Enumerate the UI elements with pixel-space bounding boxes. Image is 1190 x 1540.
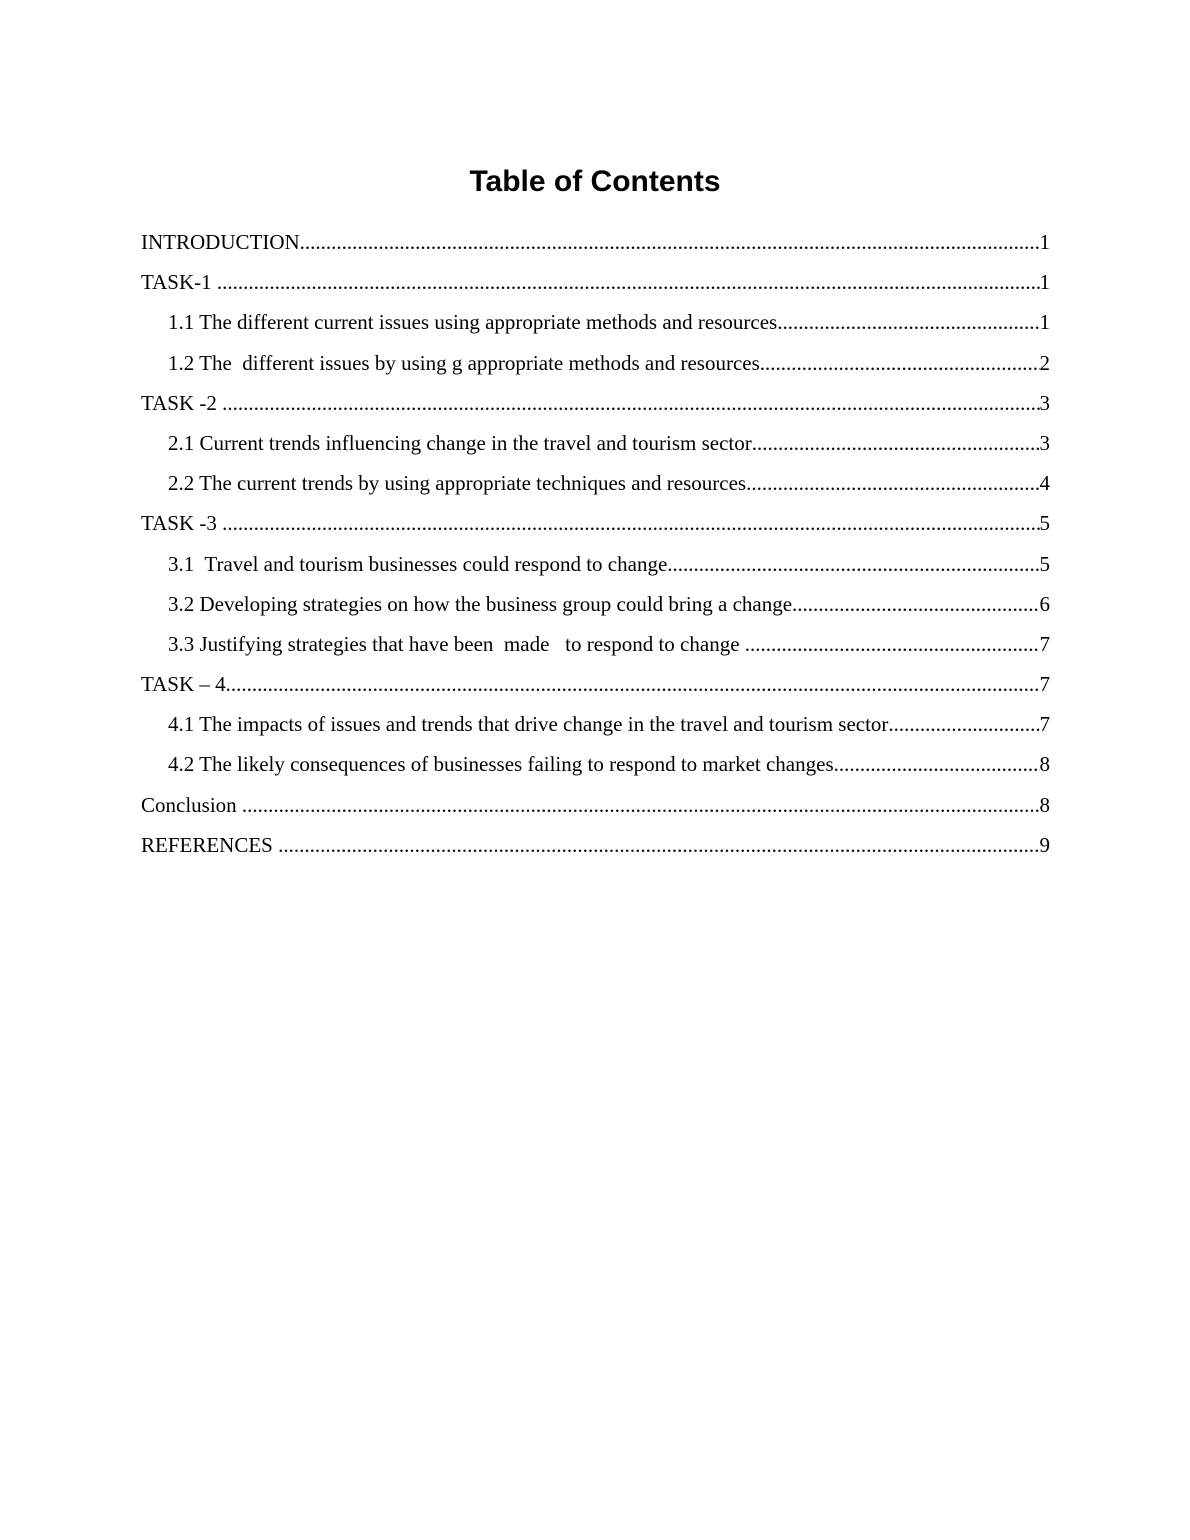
toc-entry[interactable]: [141, 463, 1050, 503]
toc-entry-label: 2.1 Current trends influencing change in the travel and tourism sector: [168, 430, 752, 455]
toc-entry-label: REFERENCES: [141, 832, 279, 857]
toc-entry[interactable]: [141, 503, 1050, 543]
toc-dot-leader: [792, 584, 1039, 624]
toc-entry-label: TASK -2: [141, 390, 223, 415]
toc-entry-label: 2.2 The current trends by using appropriate techniques and resources: [168, 471, 747, 496]
toc-entry-page-number: 7: [1039, 672, 1050, 697]
toc-dot-leader: [777, 302, 1039, 342]
toc-entry[interactable]: [141, 222, 1050, 262]
toc-dot-leader: [278, 825, 1039, 865]
toc-entry[interactable]: [141, 584, 1050, 624]
toc-entry-label: 1.1 The different current issues using appropriate methods and resources: [168, 310, 778, 335]
toc-entry[interactable]: [141, 544, 1050, 584]
toc-entry[interactable]: [141, 624, 1050, 664]
toc-entry-page-number: 7: [1039, 631, 1050, 656]
toc-dot-leader: [242, 785, 1040, 825]
toc-entry-page-number: 7: [1039, 712, 1050, 737]
toc-entry[interactable]: [141, 423, 1050, 463]
toc-dot-leader: [888, 704, 1039, 744]
toc-entry[interactable]: [141, 383, 1050, 423]
toc-dot-leader: [217, 262, 1040, 302]
toc-entry-label: 1.2 The different issues by using g appropriate methods and resources: [168, 350, 760, 375]
toc-entry-label: 4.1 The impacts of issues and trends that drive change in the travel and tourism sector: [168, 712, 889, 737]
toc-entry-page-number: 1: [1039, 310, 1050, 335]
toc-dot-leader: [752, 423, 1040, 463]
toc-dot-leader: [222, 383, 1039, 423]
toc-entry[interactable]: [141, 785, 1050, 825]
toc-entry-label: TASK -3: [141, 511, 223, 536]
toc-dot-leader: [745, 624, 1040, 664]
toc-entry-page-number: 3: [1039, 430, 1050, 455]
toc-entry[interactable]: [141, 825, 1050, 865]
toc-list: [141, 222, 1050, 865]
toc-entry-page-number: 6: [1039, 591, 1050, 616]
toc-dot-leader: [226, 664, 1040, 704]
toc-entry-page-number: 2: [1039, 350, 1050, 375]
toc-entry-label: 3.1 Travel and tourism businesses could respond to change: [168, 551, 668, 576]
toc-entry-label: INTRODUCTION: [141, 230, 300, 254]
toc-entry-label: TASK-1: [141, 270, 217, 295]
toc-entry[interactable]: [141, 302, 1050, 342]
toc-entry[interactable]: [141, 343, 1050, 383]
toc-title: Table of Contents: [469, 165, 721, 198]
toc-entry-label: TASK – 4: [141, 672, 226, 697]
toc-entry-page-number: 1: [1039, 270, 1050, 295]
toc-entry-page-number: 8: [1039, 752, 1050, 777]
toc-entry-page-number: 1: [1039, 230, 1050, 254]
toc-dot-leader: [222, 503, 1039, 543]
toc-entry-page-number: 9: [1039, 832, 1050, 857]
toc-dot-leader: [834, 744, 1040, 784]
toc-dot-leader: [667, 544, 1039, 584]
toc-entry-page-number: 5: [1039, 551, 1050, 576]
toc-entry-page-number: 4: [1039, 471, 1050, 496]
toc-dot-leader: [300, 222, 1040, 262]
toc-dot-leader: [746, 463, 1039, 503]
toc-entry-page-number: 5: [1039, 511, 1050, 536]
toc-entry-page-number: 8: [1039, 792, 1050, 817]
toc-entry[interactable]: [141, 704, 1050, 744]
toc-dot-leader: [760, 343, 1040, 383]
toc-entry-label: 4.2 The likely consequences of businesses failing to respond to market changes: [168, 752, 834, 777]
toc-entry[interactable]: [141, 262, 1050, 302]
toc-entry-label: 3.3 Justifying strategies that have been made to respond to change: [168, 631, 745, 656]
toc-entry-label: Conclusion: [141, 792, 242, 817]
toc-entry-label: 3.2 Developing strategies on how the business group could bring a change: [168, 591, 793, 616]
toc-entry[interactable]: [141, 744, 1050, 784]
toc-entry[interactable]: [141, 664, 1050, 704]
toc-entry-page-number: 3: [1039, 390, 1050, 415]
